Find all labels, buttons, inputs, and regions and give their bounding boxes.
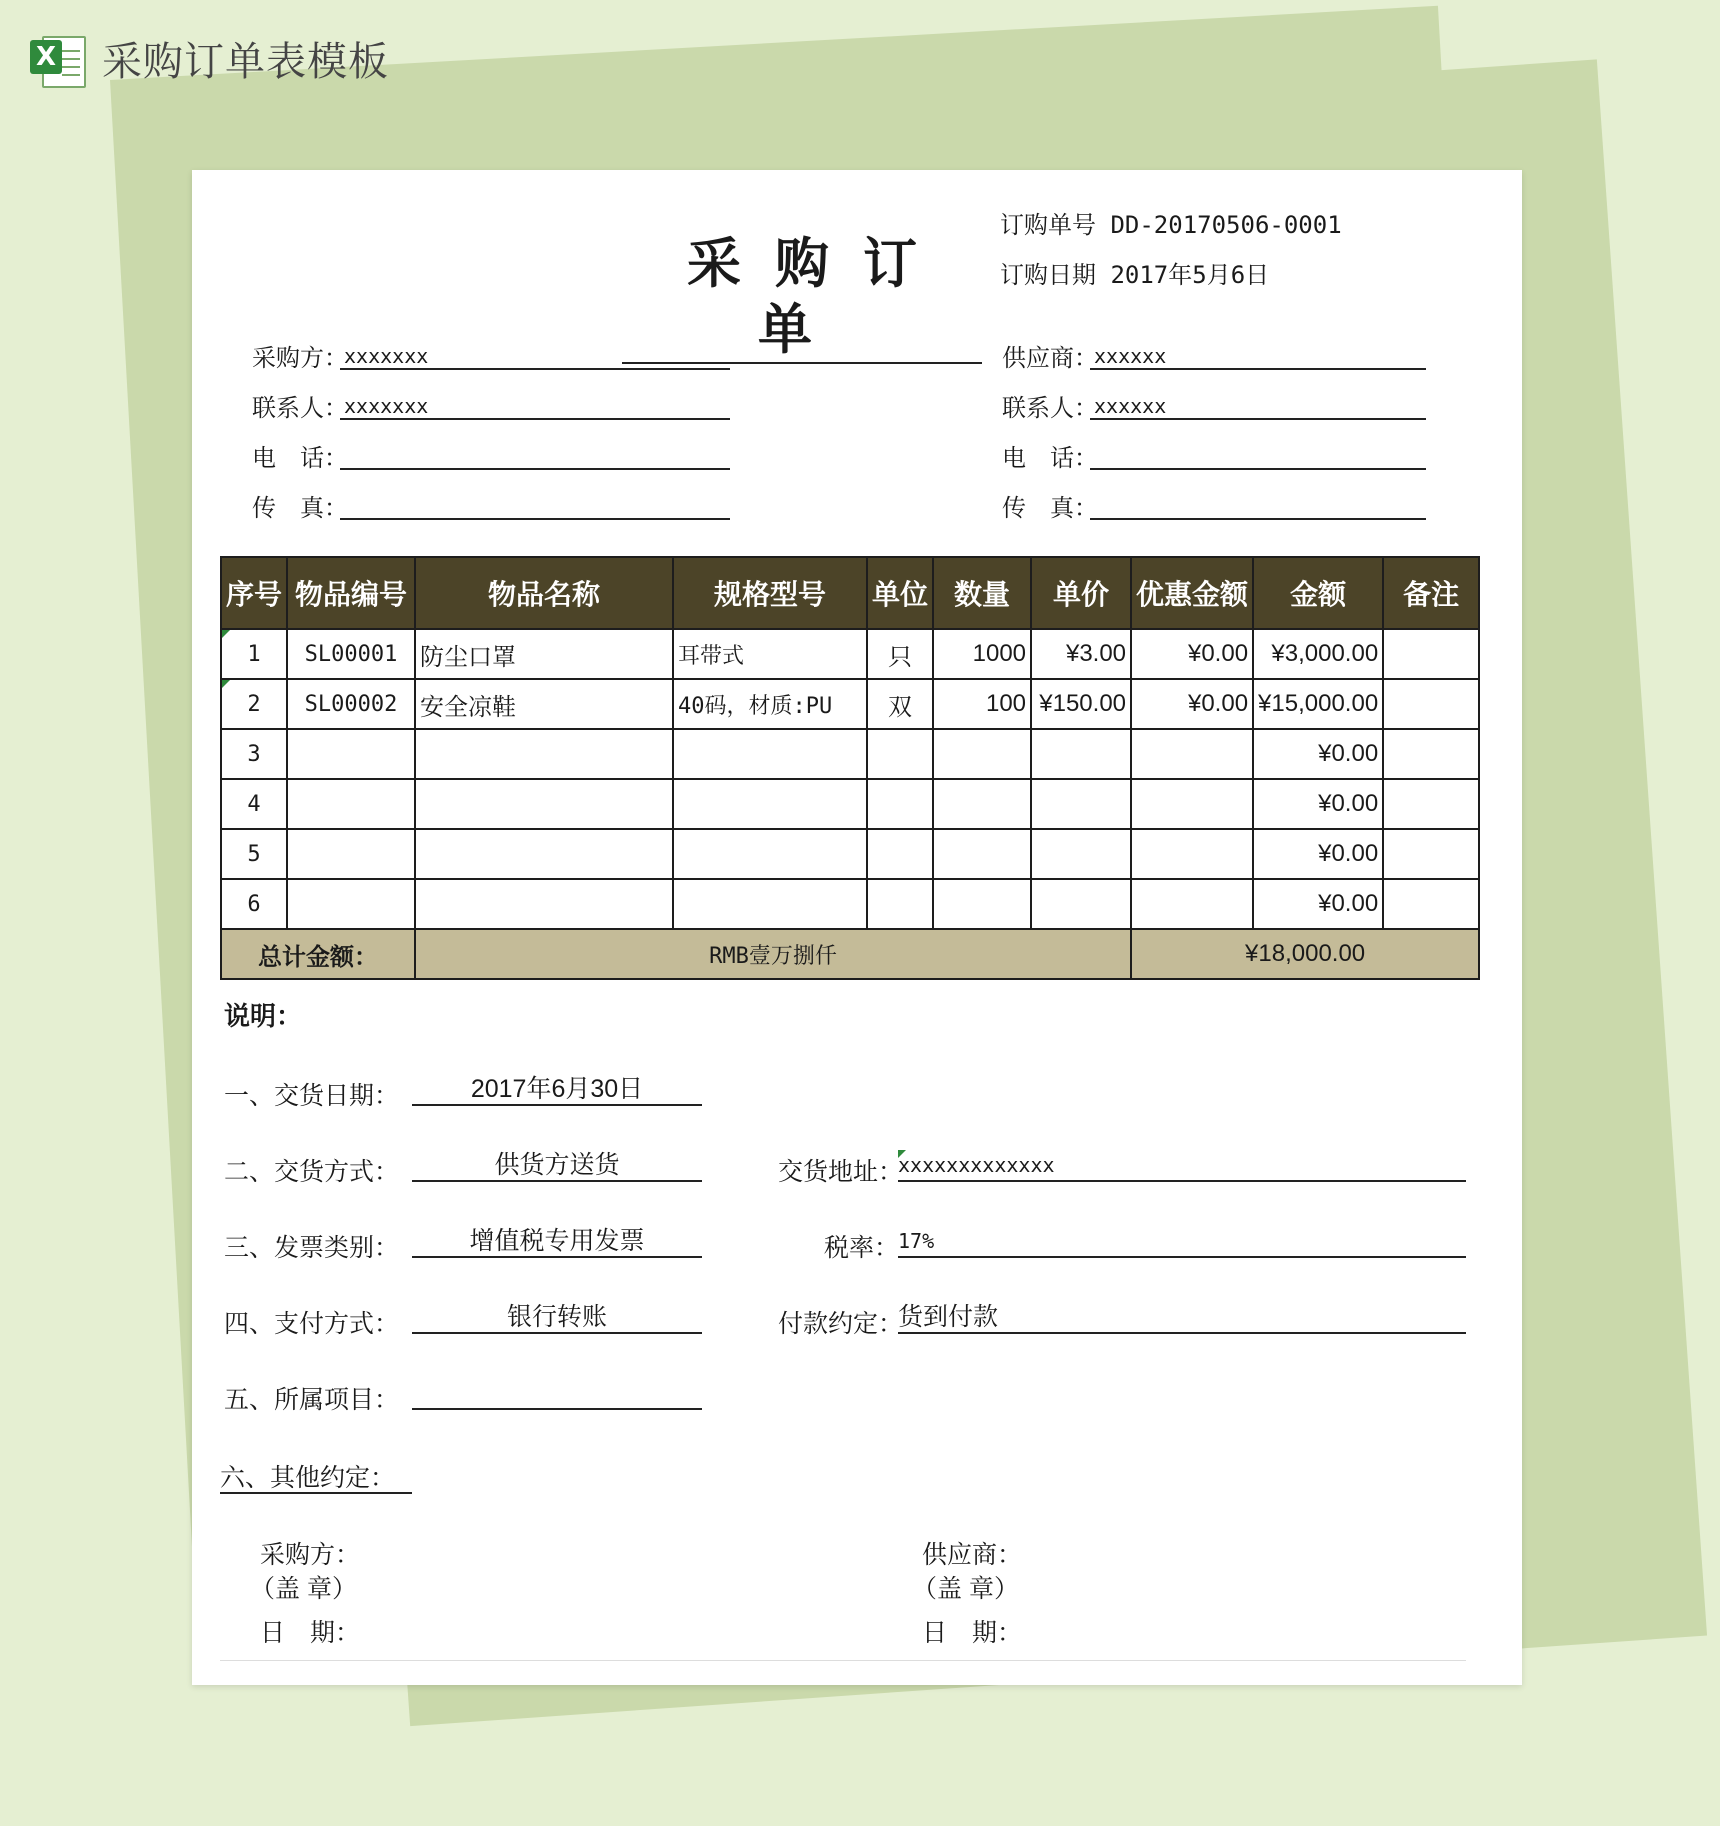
payment-method-label: 四、支付方式：: [224, 1310, 400, 1338]
buyer-signature: [250, 1538, 360, 1650]
supplier-name-label: 供应商：: [1002, 345, 1098, 372]
other-terms-label[interactable]: 六、其他约定：: [220, 1458, 412, 1494]
item-unit[interactable]: [867, 829, 933, 879]
column-header: 备注: [1383, 557, 1479, 629]
item-quantity[interactable]: [933, 829, 1031, 879]
item-remark[interactable]: [1383, 779, 1479, 829]
item-unit[interactable]: [867, 879, 933, 929]
tax-rate-field[interactable]: 17%: [898, 1226, 1466, 1258]
item-unit-price[interactable]: [1031, 829, 1131, 879]
row-number: 1: [221, 629, 287, 679]
item-code[interactable]: SL00001: [287, 629, 415, 679]
item-unit-price[interactable]: ¥150.00: [1031, 679, 1131, 729]
buyer-contact-label: 联系人：: [252, 395, 348, 422]
supplier-signature: [912, 1538, 1022, 1650]
supplier-stamp-label: （盖 章）: [912, 1575, 1019, 1603]
item-quantity[interactable]: [933, 729, 1031, 779]
table-row: [221, 729, 1479, 779]
column-header: 单位: [867, 557, 933, 629]
item-amount[interactable]: ¥0.00: [1253, 879, 1383, 929]
item-name[interactable]: [415, 879, 673, 929]
buyer-name-field[interactable]: xxxxxxx: [344, 344, 429, 368]
column-header: 规格型号: [673, 557, 867, 629]
item-spec[interactable]: [673, 779, 867, 829]
item-name[interactable]: [415, 729, 673, 779]
buyer-name-label: 采购方：: [252, 345, 348, 372]
item-amount[interactable]: ¥0.00: [1253, 729, 1383, 779]
order-meta: [1000, 200, 1342, 300]
project-label: 五、所属项目：: [224, 1386, 400, 1414]
item-unit[interactable]: [867, 779, 933, 829]
item-spec[interactable]: 40码，材质:PU: [673, 679, 867, 729]
item-unit[interactable]: [867, 729, 933, 779]
row-number: 5: [221, 829, 287, 879]
payment-terms-label: 付款约定：: [778, 1310, 904, 1338]
item-spec[interactable]: [673, 729, 867, 779]
item-name[interactable]: 防尘口罩: [415, 629, 673, 679]
supplier-phone-label: 电 话：: [1002, 445, 1098, 472]
item-discount[interactable]: [1131, 879, 1253, 929]
item-spec[interactable]: [673, 879, 867, 929]
buyer-date-label: 日 期：: [260, 1619, 361, 1647]
delivery-date-label: 一、交货日期：: [224, 1082, 400, 1110]
column-header: 单价: [1031, 557, 1131, 629]
app-title: 采购订单表模板: [102, 40, 389, 84]
item-code[interactable]: SL00002: [287, 679, 415, 729]
table-row: [221, 879, 1479, 929]
item-quantity[interactable]: [933, 779, 1031, 829]
item-unit[interactable]: 双: [867, 679, 933, 729]
column-header: 序号: [221, 557, 287, 629]
item-code[interactable]: [287, 729, 415, 779]
row-number: 3: [221, 729, 287, 779]
supplier-contact-field[interactable]: xxxxxx: [1094, 394, 1167, 418]
item-quantity[interactable]: 100: [933, 679, 1031, 729]
table-header-row: [221, 557, 1479, 629]
invoice-type-label: 三、发票类别：: [224, 1234, 400, 1262]
order-no-label: 订购单号: [1000, 211, 1096, 239]
item-quantity[interactable]: [933, 879, 1031, 929]
column-header: 物品名称: [415, 557, 673, 629]
row-number: 4: [221, 779, 287, 829]
item-discount[interactable]: [1131, 829, 1253, 879]
column-header: 金额: [1253, 557, 1383, 629]
item-code[interactable]: [287, 779, 415, 829]
order-no[interactable]: DD-20170506-0001: [1110, 211, 1342, 239]
payment-method-field[interactable]: 银行转账: [412, 1302, 702, 1334]
buyer-fax-label: 传 真：: [252, 495, 348, 522]
items-table: [220, 556, 1480, 980]
item-discount[interactable]: ¥0.00: [1131, 629, 1253, 679]
delivery-date-field[interactable]: 2017年6月30日: [412, 1074, 702, 1106]
row-number: 6: [221, 879, 287, 929]
item-discount[interactable]: ¥0.00: [1131, 679, 1253, 729]
column-header: 物品编号: [287, 557, 415, 629]
item-remark[interactable]: [1383, 629, 1479, 679]
supplier-name-field[interactable]: xxxxxx: [1094, 344, 1167, 368]
item-unit-price[interactable]: ¥3.00: [1031, 629, 1131, 679]
buyer-stamp-label: （盖 章）: [250, 1575, 357, 1603]
document-title: 采购订单: [622, 230, 982, 364]
item-amount[interactable]: ¥15,000.00: [1253, 679, 1383, 729]
payment-terms-field[interactable]: 货到付款: [898, 1302, 1466, 1334]
delivery-address-field[interactable]: xxxxxxxxxxxxx: [898, 1150, 1466, 1182]
delivery-address-label: 交货地址：: [778, 1158, 904, 1186]
item-amount[interactable]: ¥0.00: [1253, 829, 1383, 879]
total-row: [221, 929, 1479, 979]
item-amount[interactable]: ¥0.00: [1253, 779, 1383, 829]
table-row: [221, 829, 1479, 879]
item-spec[interactable]: [673, 829, 867, 879]
supplier-date-label: 日 期：: [922, 1619, 1023, 1647]
project-field[interactable]: [412, 1378, 702, 1410]
total-label: 总计金额：: [221, 929, 415, 979]
table-row: [221, 629, 1479, 679]
item-name[interactable]: [415, 779, 673, 829]
column-header: 优惠金额: [1131, 557, 1253, 629]
buyer-sign-label: 采购方：: [260, 1541, 361, 1569]
supplier-contact-label: 联系人：: [1002, 395, 1098, 422]
item-spec[interactable]: 耳带式: [673, 629, 867, 679]
item-unit-price[interactable]: [1031, 729, 1131, 779]
item-quantity[interactable]: 1000: [933, 629, 1031, 679]
item-unit-price[interactable]: [1031, 879, 1131, 929]
row-number: 2: [221, 679, 287, 729]
item-unit[interactable]: 只: [867, 629, 933, 679]
item-discount[interactable]: [1131, 779, 1253, 829]
order-date-label: 订购日期: [1000, 261, 1096, 289]
supplier-sign-label: 供应商：: [922, 1541, 1023, 1569]
item-amount[interactable]: ¥3,000.00: [1253, 629, 1383, 679]
order-date[interactable]: 2017年5月6日: [1110, 261, 1270, 289]
invoice-type-field[interactable]: 增值税专用发票: [412, 1226, 702, 1258]
tax-rate-label: 税率：: [824, 1234, 900, 1262]
total-words[interactable]: RMB壹万捌仟: [415, 929, 1131, 979]
notes-title: 说明：: [224, 1001, 303, 1031]
item-code[interactable]: [287, 829, 415, 879]
footer-divider: [220, 1660, 1466, 1661]
item-discount[interactable]: [1131, 729, 1253, 779]
item-remark[interactable]: [1383, 729, 1479, 779]
item-name[interactable]: 安全凉鞋: [415, 679, 673, 729]
item-remark[interactable]: [1383, 829, 1479, 879]
item-code[interactable]: [287, 879, 415, 929]
item-remark[interactable]: [1383, 879, 1479, 929]
buyer-contact-field[interactable]: xxxxxxx: [344, 394, 429, 418]
table-row: [221, 679, 1479, 729]
item-name[interactable]: [415, 829, 673, 879]
delivery-method-field[interactable]: 供货方送货: [412, 1150, 702, 1182]
excel-icon: X: [30, 32, 84, 86]
item-unit-price[interactable]: [1031, 779, 1131, 829]
item-remark[interactable]: [1383, 679, 1479, 729]
table-row: [221, 779, 1479, 829]
delivery-method-label: 二、交货方式：: [224, 1158, 400, 1186]
column-header: 数量: [933, 557, 1031, 629]
supplier-fax-label: 传 真：: [1002, 495, 1098, 522]
app-header: [30, 30, 389, 87]
buyer-phone-label: 电 话：: [252, 445, 348, 472]
order-sheet: [192, 170, 1522, 1685]
total-amount[interactable]: ¥18,000.00: [1131, 929, 1479, 979]
